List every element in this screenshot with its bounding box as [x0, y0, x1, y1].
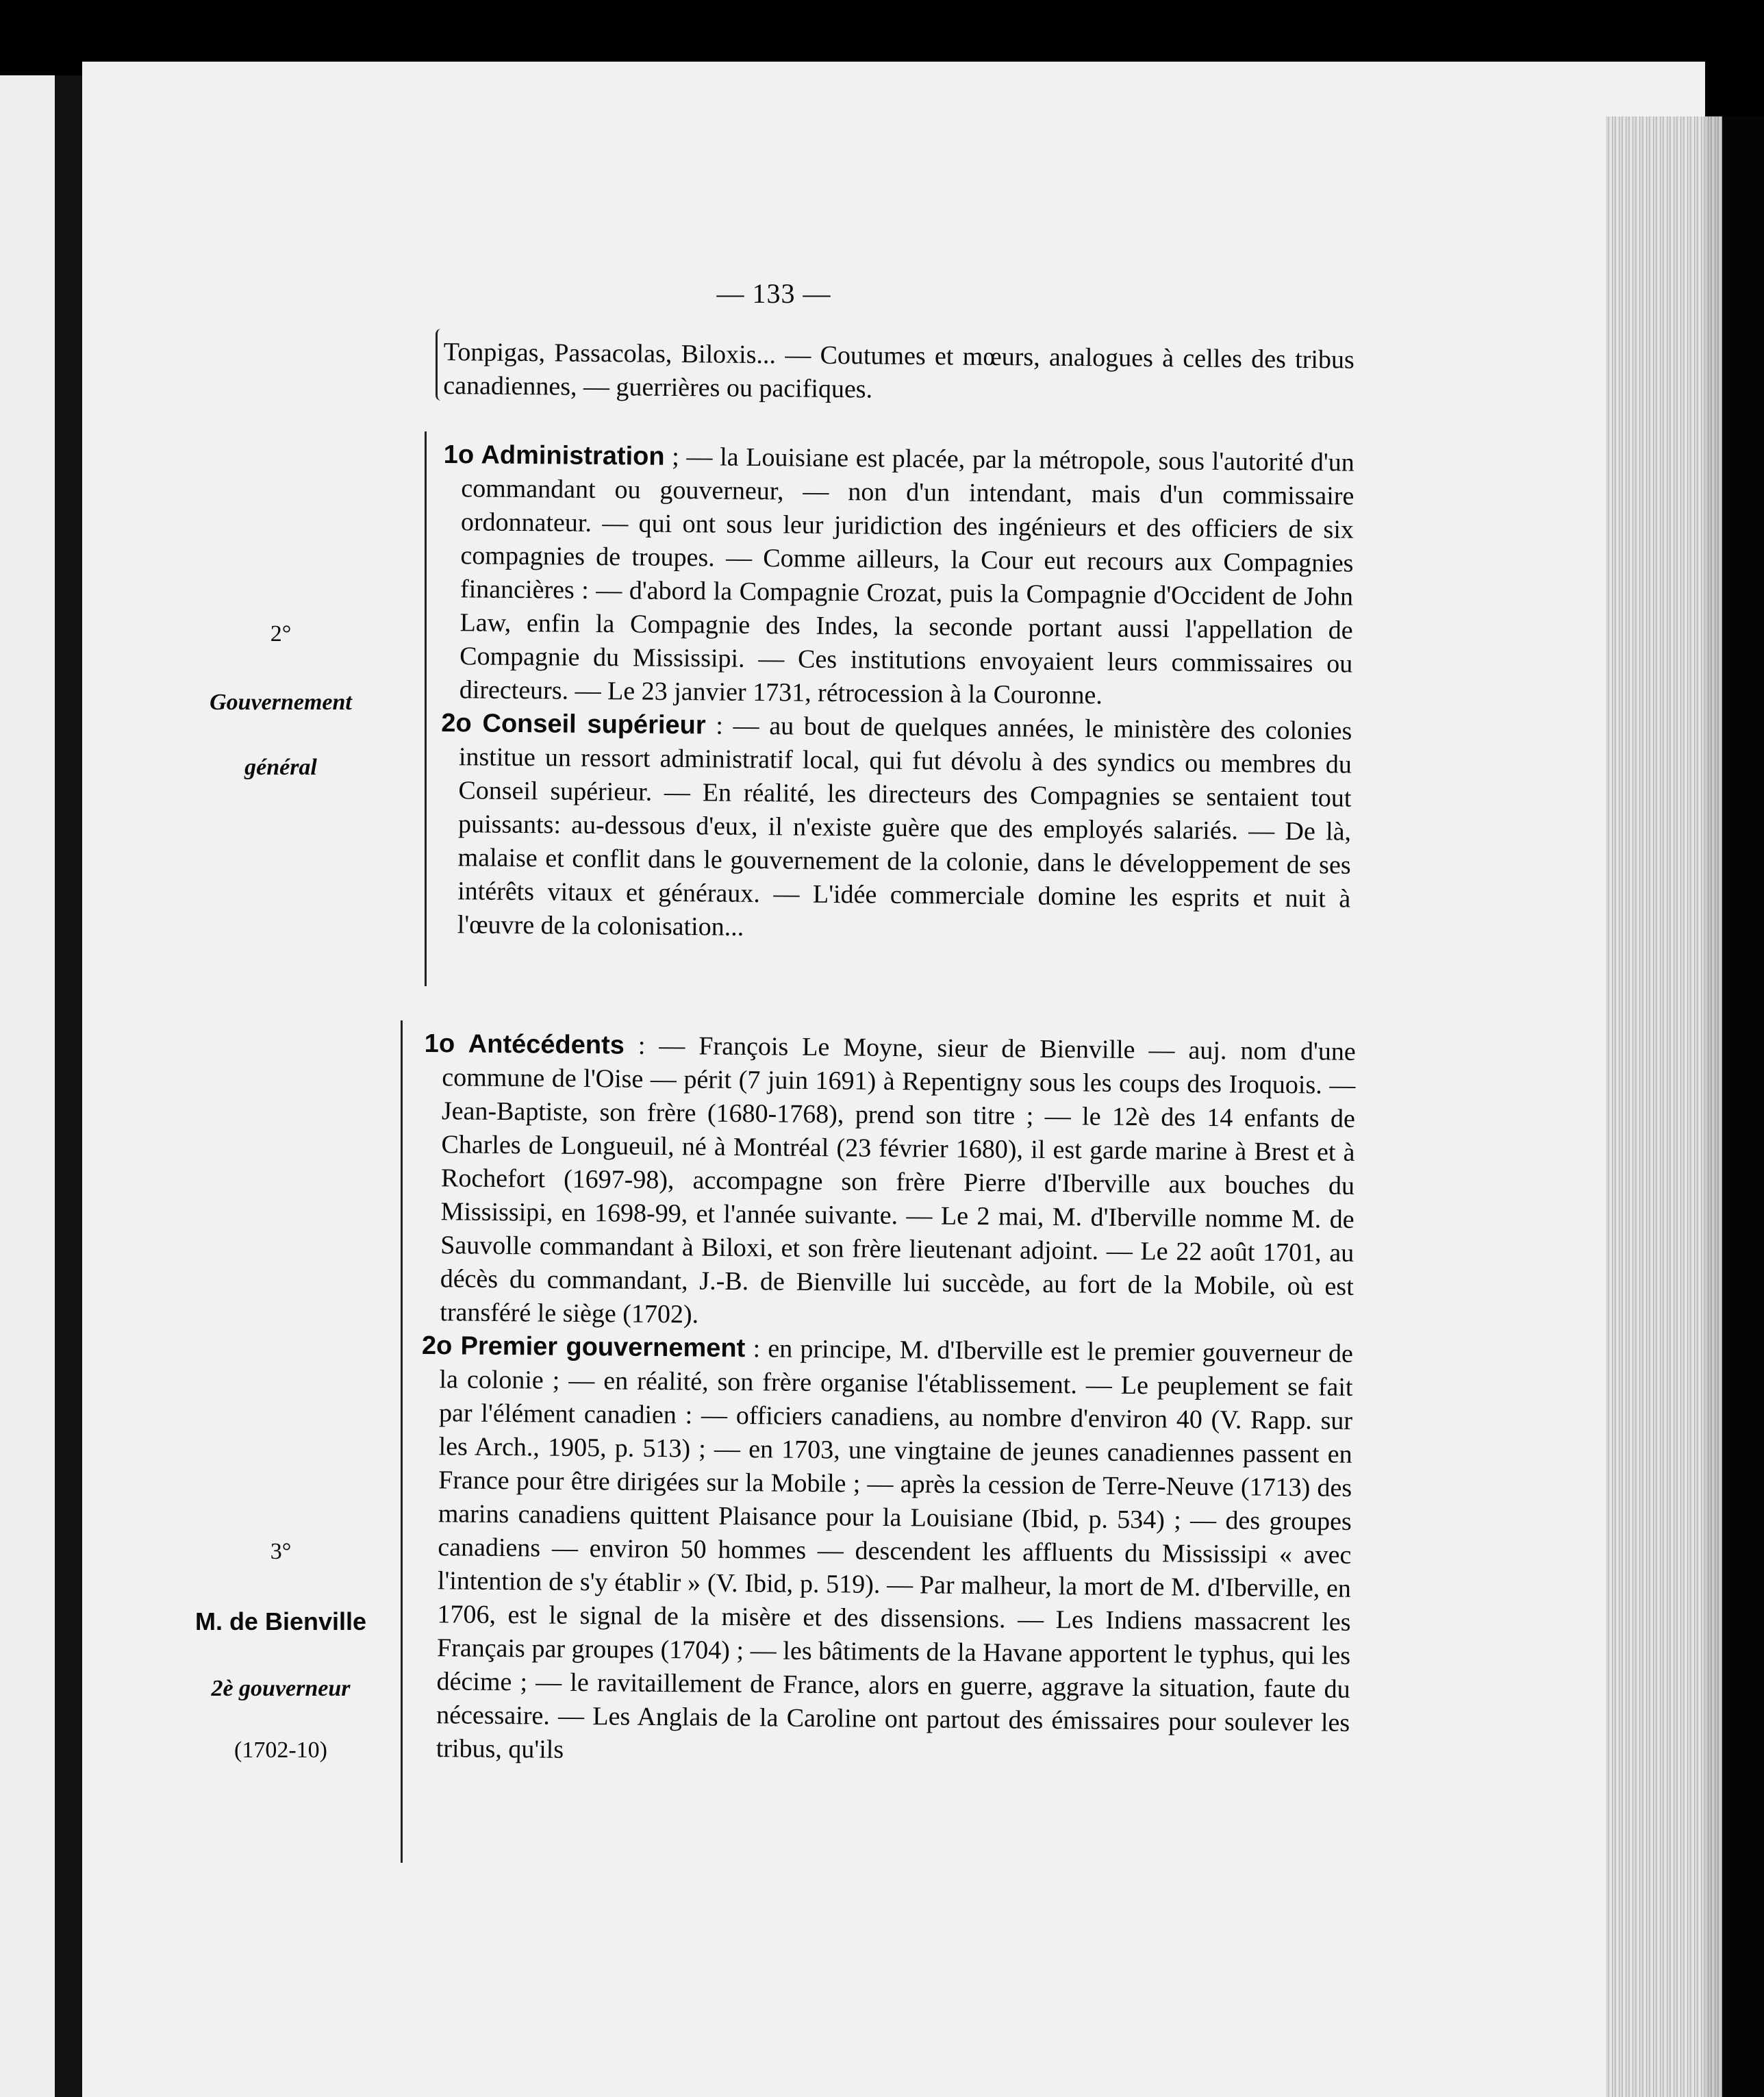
paragraph-premier-gouvernement [418, 1329, 1354, 1774]
text-block-administration [440, 438, 1354, 950]
margin-section-title-line1: Gouvernement [210, 690, 352, 715]
margin-section-name: M. de Bienville [194, 1607, 367, 1635]
paragraph-administration [442, 438, 1354, 715]
paragraph-text: : — François Le Moyne, sieur de Bienville — auj. nom d'une commune de l'Oise — périt (7 juin 1691) à Repentigny sous les coups des Iroquois. — Jean-Baptiste, son frère (1680-1768), prend son titre ; — le 12è des 14 enfants de Charles de Longueuil, né à Montréal (23 février 1680), il est garde marine à Brest et à Rochefort (1697-98), accompagne son frère Pierre d'Iberville aux bouches du Mississipi, en 1698-99, et l'année suivante. — Le 2 mai, M. d'Iberville nomme M. de Sauvolle commandant à Biloxi, et son frère lieutenant adjoint. — Le 22 août 1701, au décès du commandant, J.-B. de Bienville lui succède, au fort de la Mobile, où est transféré le siège (1702). [440, 1031, 1356, 1329]
heading-administration: 1o Administration [443, 440, 665, 471]
margin-section-number-2: 2° [270, 621, 292, 646]
heading-antecedents: 1o Antécédents [424, 1029, 625, 1060]
text-block-tribes [443, 336, 1354, 411]
paragraph-text: ; — la Louisiane est placée, par la métropole, sous l'autorité d'un commandant ou gouverneur, — non d'un intendant, mais d'un commissaire ordonnateur. — qui ont sous leur juridiction des ingénieurs et des officiers de six compagnies de troupes. — Comme ailleurs, la Cour eut recours aux Compagnies financières : — d'abord la Compagnie Crozat, puis la Compagnie d'Occident de John Law, enfin la Compagnie des Indes, la seconde portant aussi l'appellation de Compagnie du Mississipi. — Ces institutions envoyaient leurs commissaires ou directeurs. — Le 23 janvier 1731, rétrocession à la Couronne. [459, 442, 1354, 710]
page-number: — 133 — [716, 278, 831, 309]
margin-section-number-3: 3° [270, 1539, 292, 1564]
paragraph-text: : en principe, M. d'Iberville est le premier gouverneur de la colonie ; — en réalité, son frère organise l'établissement. — Le peuplement se fait par l'élément canadien : — officiers canadiens, au nombre d'environ 40 (V. Rapp. sur les Arch., 1905, p. 513) ; — en 1703, une vingtaine de jeunes canadiennes passent en France pour être dirigées sur la Mobile ; — après la cession de Terre-Neuve (1713) des marins canadiens quittent Plaisance pour la Louisiane (Ibid, p. 534) ; — des groupes canadiens — environ 50 hommes — descendent les affluents du Mississipi « avec l'intention de s'y établir » (V. Ibid, p. 519). — Par malheur, la mort de M. d'Iberville, en 1706, est le signal de la misère et des dissensions. — Les Indiens massacrent les Français par groupes (1704) ; — les bâtiments de la Havane apportent le typhus, qui les décime ; — le ravitaillement de France, alors en guerre, aggrave la situation, faute du nécessaire. — Les Anglais de la Caroline ont partout des émissaires pour soulever les tribus, qu'ils [436, 1334, 1354, 1764]
margin-section-role: 2è gouverneur [211, 1676, 351, 1701]
heading-conseil: 2o Conseil supérieur [441, 708, 706, 740]
paragraph: Tonpigas, Passacolas, Biloxis... — Coutumes et mœurs, analogues à celles des tribus canadiennes, — guerrières ou pacifiques. [443, 337, 1354, 404]
heading-premier-gouvernement: 2o Premier gouvernement [421, 1331, 746, 1364]
paragraph-conseil [440, 707, 1352, 950]
paragraph-text: : — au bout de quelques années, le ministère des colonies institue un ressort administratif local, qui fut dévolu à des syndics ou membres du Conseil supérieur. — En réalité, les directeurs des Compagnies se sentaient tout puissants: au-dessous d'eux, il n'existe guère que des employés salariés. — De là, malaise et conflit dans le gouvernement de la colonie, dans le développement de ses intérêts vitaux et généraux. — L'idée commerciale domine les esprits et nuit à l'œuvre de la colonisation... [457, 711, 1352, 942]
brace-block3 [401, 1020, 419, 1863]
margin-section-title-line2: général [244, 755, 317, 780]
binding-shadow [55, 75, 82, 2097]
text-block-bienville [418, 1027, 1356, 1774]
paragraph-antecedents [422, 1027, 1356, 1338]
right-background [1722, 116, 1764, 2097]
margin-section-dates: (1702-10) [234, 1737, 327, 1763]
previous-page-edge [0, 75, 55, 2097]
